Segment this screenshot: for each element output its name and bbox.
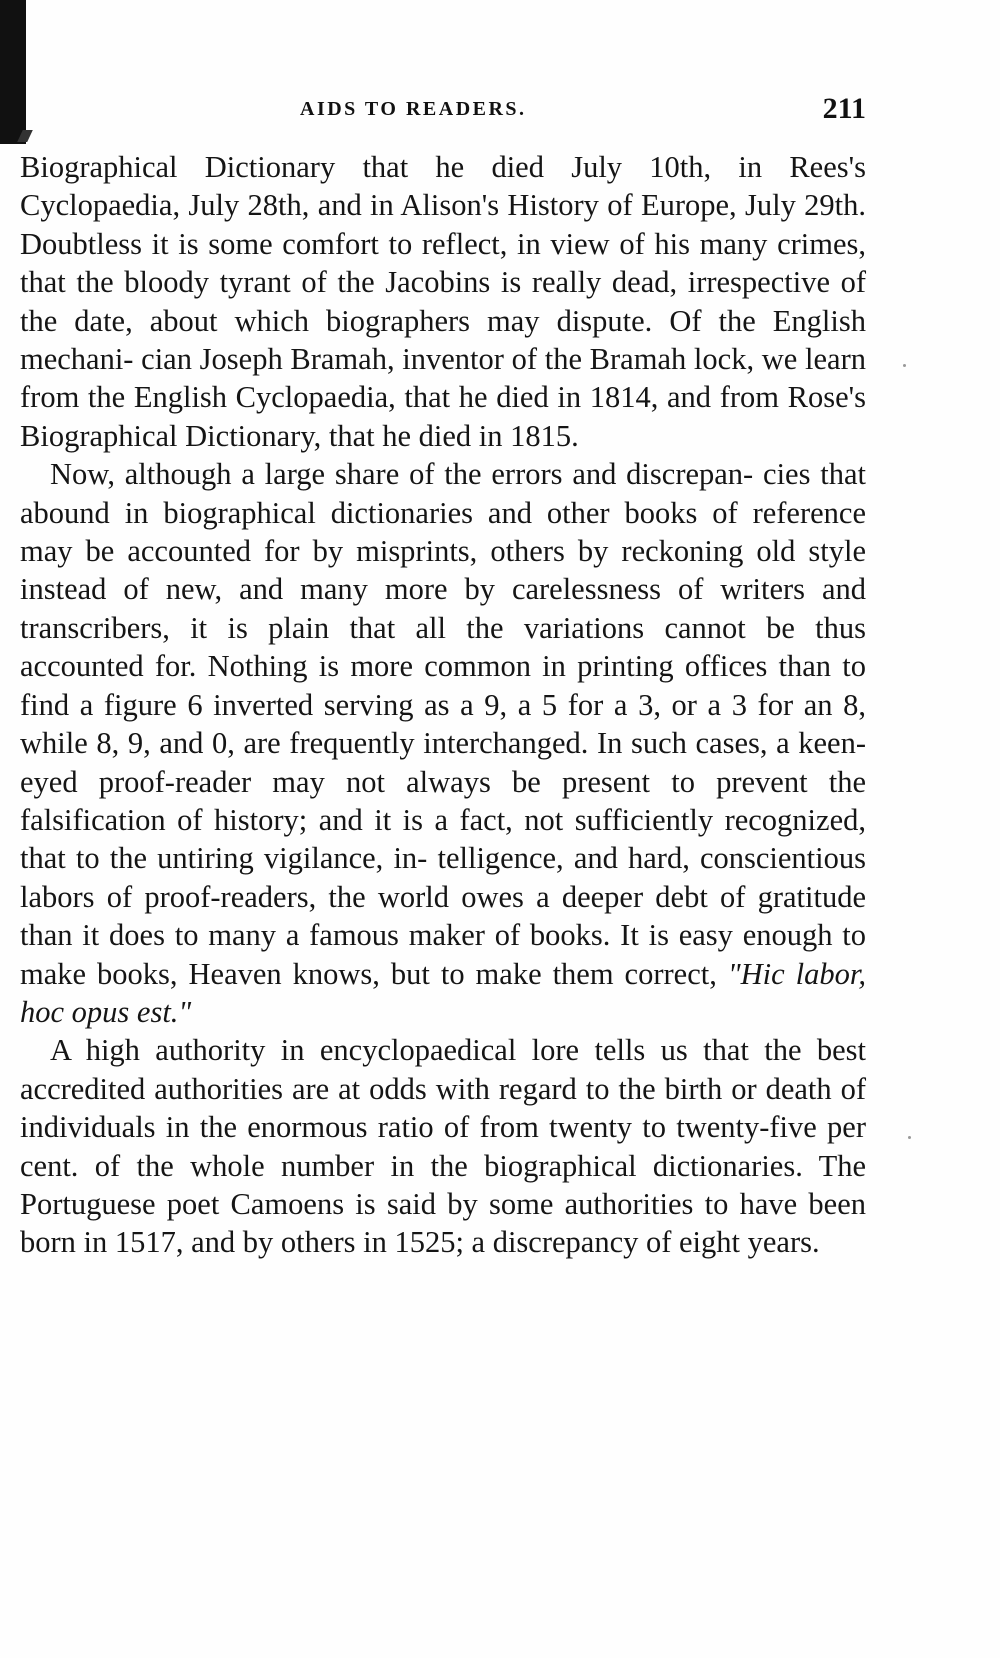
paragraph-2 [20,455,866,1031]
text-line: the birth or death of individuals in the enormous ratio of [20,1071,866,1145]
text-line: the world owes a deeper debt of gratitude than it does to [20,879,866,953]
text-line: more by carelessness of writers and transcribers, it is plain [20,572,866,645]
text-line: Biographical Dictionary that he died July 10th, in Rees's [20,150,866,184]
text-line: July 29th. Doubtless it is some comfort to reflect, in [20,188,867,261]
text-line: that all the variations cannot be thus accounted for. [20,610,867,684]
text-line: books, Heaven knows, but to make them correct, [97,956,728,991]
text-line: 1517, and by others in 1525; a discrepancy of eight years. [114,1225,820,1260]
running-head [20,92,866,132]
text-line: from twenty to twenty-five per cent. of the whole number [20,1110,866,1183]
text-line: learn from the English Cyclopaedia, that he died in 1814, [20,342,867,415]
text-line: Camoens is said by some authorities to have been born in [20,1186,866,1260]
latin-quote-end: labor, hoc opus est." [20,956,866,1029]
text-line: many a famous maker of books. It is easy enough to make [20,918,867,991]
text-line: Nothing is more common in printing offices than to find a [20,649,866,722]
text-line: Now, although a large share of the errors and discrepan- [50,457,754,492]
text-line: telligence, and hard, conscientious labors of proof-readers, [20,841,866,914]
text-line: and from Rose's Biographical Dictionary, that he died in [20,380,866,453]
text-line: 1815. [510,418,579,453]
text-line: cases, a keen-eyed proof-reader may not always be present [20,726,866,799]
text-line: view of his many crimes, that the bloody tyrant of the [20,226,866,300]
latin-quote: "Hic [727,956,785,991]
paragraph-3 [20,1031,866,1261]
margin-speck [903,364,906,367]
text-line: to prevent the falsification of history; and it is a fact, not [20,764,866,837]
text-line: figure 6 inverted serving as a 9, a 5 for a 3, or a 3 for an [103,687,833,722]
page-number: 211 [822,92,866,125]
text-line: A high authority in encyclopaedical lore tells us that [50,1033,749,1068]
text-line: cies that abound in biographical dictionaries and other [20,457,867,530]
margin-speck [908,1136,911,1139]
text-column [20,148,866,1262]
text-line: cian Joseph Bramah, inventor of the Bramah lock, we [141,342,798,377]
text-line: others by reckoning old style instead of new, and many [20,534,867,607]
text-line: the best accredited authorities are at odds with regard to [20,1033,866,1106]
text-line: which biographers may dispute. Of the English mechani- [20,303,866,377]
text-line: in the biographical dictionaries. The Portuguese poet [20,1148,867,1221]
paragraph-1 [20,148,866,455]
running-title: AIDS TO READERS. [300,98,527,120]
text-line: Cyclopaedia, July 28th, and in Alison's History of Europe, [20,188,737,223]
text-line: sufficiently recognized, that to the untiring vigilance, in- [20,802,866,876]
text-line: books of reference may be accounted for by misprints, [20,495,866,569]
text-line: 8, while 8, 9, and 0, are frequently interchanged. In such [20,687,867,761]
text-line: Jacobins is really dead, irrespective of the date, about [20,265,867,338]
